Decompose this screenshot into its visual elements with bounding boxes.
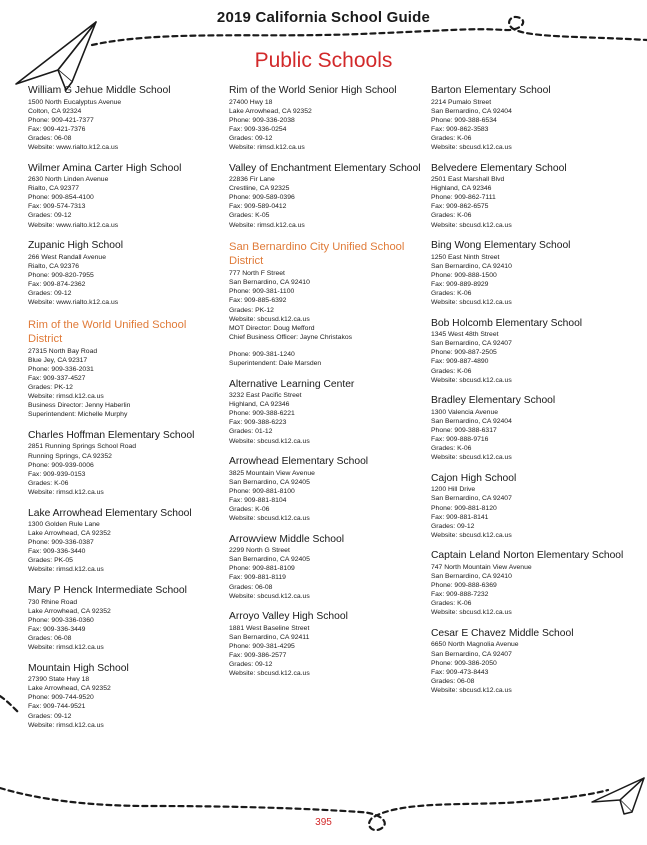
detail-line: Website: sbcusd.k12.ca.us: [431, 454, 512, 462]
detail-line: 2851 Running Springs School Road: [28, 443, 137, 451]
detail-line: San Bernardino, CA 92405: [229, 478, 310, 486]
detail-line: Fax: 909-473-8443: [431, 668, 489, 676]
detail-line: 1250 East Ninth Street: [431, 253, 500, 261]
detail-line: Grades: K-06: [431, 290, 472, 297]
detail-line: Website: sbcusd.k12.ca.us: [431, 221, 512, 229]
school-name: Alternative Learning Center: [229, 378, 355, 390]
school-name: Arrowview Middle School: [229, 533, 345, 545]
detail-line: Fax: 909-885-6392: [229, 297, 287, 305]
detail-line: 27390 State Hwy 18: [28, 676, 90, 684]
detail-line: Colton, CA 92324: [28, 107, 82, 115]
detail-line: San Bernardino, CA 92411: [229, 633, 310, 641]
detail-line: Grades: 09-12: [229, 661, 273, 669]
detail-line: Grades: K-06: [431, 367, 472, 375]
detail-line: Grades: 06-08: [28, 134, 72, 142]
detail-line: Phone: 909-744-9520: [28, 694, 94, 702]
detail-line: Grades: K-06: [431, 134, 472, 142]
school-name: Lake Arrowhead Elementary School: [28, 507, 192, 519]
detail-line: Phone: 909-336-2038: [229, 116, 295, 124]
detail-line: 1881 West Baseline Street: [229, 624, 310, 632]
detail-line: Crestline, CA 92325: [229, 185, 290, 193]
detail-line: 1300 Golden Rule Lane: [28, 521, 100, 528]
school-entry: [28, 663, 223, 730]
detail-line: Grades: K-06: [229, 506, 270, 513]
detail-line: Grades: 09-12: [431, 522, 475, 530]
listing-column-2: [229, 85, 424, 689]
school-entry: [431, 318, 626, 385]
district-entry: [229, 240, 424, 368]
detail-line: Fax: 909-744-9521: [28, 703, 86, 711]
detail-line: Website: www.rialto.k12.ca.us: [28, 299, 119, 307]
school-name: Arroyo Valley High School: [229, 611, 348, 623]
detail-line: Website: rimsd.k12.ca.us: [28, 566, 104, 574]
listing-column-1: [28, 85, 223, 740]
school-entry: [431, 395, 626, 462]
detail-line: Fax: 909-421-7376: [28, 125, 86, 133]
detail-line: Grades: 06-08: [229, 583, 273, 591]
detail-line: Rialto, CA 92376: [28, 262, 80, 270]
detail-line: Fax: 909-881-8141: [431, 513, 489, 521]
detail-line: Website: sbcusd.k12.ca.us: [229, 315, 310, 323]
detail-line: Phone: 909-381-4295: [229, 642, 295, 650]
detail-line: Phone: 909-336-0360: [28, 616, 94, 624]
detail-line: Grades: PK-05: [28, 557, 73, 565]
detail-line: Chief Business Officer: Jayne Christakos: [229, 333, 353, 341]
district-name: Rim of the World Unified School District: [28, 318, 187, 345]
detail-line: Blue Jey, CA 92317: [28, 356, 88, 364]
section-title: Public Schools: [254, 49, 393, 72]
detail-line: 1345 West 48th Street: [431, 331, 499, 339]
detail-line: 6650 North Magnolia Avenue: [431, 641, 519, 649]
detail-line: Fax: 909-939-0153: [28, 470, 86, 478]
detail-line: Superintendent: Michelle Murphy: [28, 411, 128, 419]
school-entry: [431, 550, 626, 617]
guide-title: 2019 California School Guide: [216, 9, 431, 26]
detail-line: Fax: 909-336-3449: [28, 625, 86, 633]
detail-line: Grades: K-06: [431, 600, 472, 608]
detail-line: Website: www.rialto.k12.ca.us: [28, 143, 119, 151]
detail-line: Fax: 909-388-6223: [229, 419, 287, 427]
detail-line: Grades: K-06: [431, 212, 472, 220]
detail-line: San Bernardino, CA 92404: [431, 107, 512, 115]
detail-line: Website: sbcusd.k12.ca.us: [431, 531, 512, 539]
detail-line: Phone: 909-887-2505: [431, 349, 497, 357]
detail-line: MOT Director: Doug Mefford: [229, 324, 315, 332]
district-name: San Bernardino City Unified School District: [229, 241, 405, 268]
school-entry: [28, 508, 223, 575]
detail-line: Phone: 909-881-8109: [229, 565, 295, 573]
detail-line: Website: rimsd.k12.ca.us: [28, 488, 104, 496]
detail-line: Grades: PK-12: [28, 384, 73, 392]
detail-line: Phone: 909-888-1500: [431, 271, 497, 279]
detail-line: Grades: 09-12: [229, 134, 273, 142]
detail-line: Phone: 909-421-7377: [28, 116, 94, 124]
detail-line: San Bernardino, CA 92404: [431, 417, 512, 425]
school-entry: [431, 628, 626, 695]
detail-line: Website: sbcusd.k12.ca.us: [431, 376, 512, 384]
detail-line: Website: sbcusd.k12.ca.us: [431, 143, 512, 151]
detail-line: 1500 North Eucalyptus Avenue: [28, 98, 122, 106]
detail-line: Fax: 909-862-3583: [431, 125, 489, 133]
detail-line: 27400 Hwy 18: [229, 98, 273, 106]
paper-airplane-icon: [592, 778, 644, 814]
school-entry: [431, 85, 626, 152]
listing-column-3: [431, 85, 626, 706]
detail-line: Fax: 909-888-9716: [431, 436, 489, 444]
detail-line: 266 West Randall Avenue: [28, 253, 106, 261]
detail-line: Website: sbcusd.k12.ca.us: [229, 670, 310, 678]
detail-line: Website: sbcusd.k12.ca.us: [229, 592, 310, 600]
detail-line: Fax: 909-336-3440: [28, 548, 86, 556]
detail-line: 22836 Fir Lane: [229, 176, 275, 184]
detail-line: 3825 Mountain View Avenue: [229, 469, 315, 477]
school-entry: [28, 163, 223, 230]
detail-line: Business Director: Jenny Haberlin: [28, 402, 131, 410]
detail-line: Lake Arrowhead, CA 92352: [28, 530, 111, 538]
detail-line: San Bernardino, CA 92405: [229, 556, 310, 564]
detail-line: Fax: 909-589-0412: [229, 203, 287, 211]
school-name: Mary P Henck Intermediate School: [28, 585, 187, 597]
detail-line: San Bernardino, CA 92410: [229, 279, 310, 287]
school-name: Charles Hoffman Elementary School: [28, 429, 195, 441]
detail-line: Website: sbcusd.k12.ca.us: [229, 437, 310, 445]
detail-line: San Bernardino, CA 92407: [431, 340, 512, 348]
school-name: Mountain High School: [28, 662, 129, 674]
detail-line: Website: rimsd.k12.ca.us: [28, 393, 104, 401]
school-name: Cesar E Chavez Middle School: [431, 627, 574, 639]
detail-line: Fax: 909-386-2577: [229, 652, 287, 660]
detail-line: Phone: 909-388-6534: [431, 116, 497, 124]
detail-line: Highland, CA 92346: [431, 185, 492, 193]
detail-line: Superintendent: Dale Marsden: [229, 359, 322, 367]
school-entry: [28, 85, 223, 152]
detail-line: Lake Arrowhead, CA 92352: [229, 107, 312, 115]
detail-line: Website: sbcusd.k12.ca.us: [229, 515, 310, 523]
detail-line: Phone: 909-388-6317: [431, 426, 497, 434]
detail-line: Lake Arrowhead, CA 92352: [28, 685, 111, 693]
detail-line: San Bernardino, CA 92410: [431, 572, 512, 580]
detail-line: Fax: 909-574-7313: [28, 203, 86, 211]
detail-line: Website: rimsd.k12.ca.us: [28, 721, 104, 729]
detail-line: 2630 North Linden Avenue: [28, 176, 109, 184]
school-entry: [431, 240, 626, 307]
school-name: Arrowhead Elementary School: [229, 456, 369, 468]
detail-line: Fax: 909-874-2362: [28, 280, 86, 288]
detail-line: 747 North Mountain View Avenue: [431, 563, 532, 571]
detail-line: Fax: 909-337-4527: [28, 374, 86, 382]
school-name: Belvedere Elementary School: [431, 162, 567, 174]
detail-line: Lake Arrowhead, CA 92352: [28, 607, 111, 615]
detail-line: Phone: 909-381-1240: [229, 350, 295, 358]
detail-line: Website: rimsd.k12.ca.us: [28, 644, 104, 652]
detail-line: 1300 Valencia Avenue: [431, 408, 499, 416]
detail-line: Phone: 909-862-7111: [431, 194, 496, 202]
detail-line: Phone: 909-881-8100: [229, 487, 295, 495]
detail-line: 2501 East Marshall Blvd: [431, 176, 505, 184]
detail-line: 27315 North Bay Road: [28, 347, 98, 355]
detail-line: Grades: 01-12: [229, 428, 273, 436]
school-entry: [229, 163, 424, 230]
detail-line: Rialto, CA 92377: [28, 185, 80, 193]
school-name: Zupanic High School: [28, 240, 124, 252]
detail-line: Phone: 909-888-6369: [431, 582, 497, 590]
detail-line: Phone: 909-589-0396: [229, 194, 295, 202]
school-name: Rim of the World Senior High School: [229, 85, 397, 96]
detail-line: Phone: 909-854-4100: [28, 194, 94, 202]
detail-line: Phone: 909-386-2050: [431, 659, 497, 667]
page-number: 395: [315, 817, 332, 828]
detail-line: Website: rimsd.k12.ca.us: [229, 143, 305, 151]
detail-line: San Bernardino, CA 92410: [431, 262, 512, 270]
detail-line: Website: sbcusd.k12.ca.us: [431, 686, 512, 694]
detail-line: Phone: 909-939-0006: [28, 461, 94, 469]
detail-line: Phone: 909-336-2031: [28, 365, 94, 373]
school-name: Valley of Enchantment Elementary School: [229, 162, 421, 174]
detail-line: Highland, CA 92346: [229, 401, 290, 409]
school-entry: [28, 430, 223, 497]
detail-line: 2299 North G Street: [229, 547, 290, 555]
detail-line: Grades: 09-12: [28, 212, 72, 220]
school-name: Bradley Elementary School: [431, 395, 556, 407]
detail-line: Grades: 09-12: [28, 290, 72, 297]
school-entry: [229, 534, 424, 601]
detail-line: Fax: 909-881-8104: [229, 496, 287, 504]
detail-line: 730 Rhine Road: [28, 598, 78, 606]
detail-line: Phone: 909-881-8120: [431, 504, 497, 512]
school-name: Captain Leland Norton Elementary School: [431, 550, 624, 562]
detail-line: Phone: 909-381-1100: [229, 288, 295, 296]
district-entry: [28, 318, 223, 420]
detail-line: Fax: 909-889-8929: [431, 280, 489, 288]
detail-line: Fax: 909-881-8119: [229, 574, 286, 582]
detail-line: Fax: 909-336-0254: [229, 125, 287, 133]
detail-line: Website: sbcusd.k12.ca.us: [431, 299, 512, 307]
school-entry: [28, 240, 223, 307]
detail-line: Running Springs, CA 92352: [28, 452, 112, 460]
detail-line: Website: www.rialto.k12.ca.us: [28, 221, 119, 229]
detail-line: 1200 Hill Drive: [431, 486, 476, 494]
school-entry: [431, 473, 626, 540]
detail-line: 3232 East Pacific Street: [229, 392, 302, 400]
school-name: Cajon High School: [431, 472, 517, 484]
school-name: Barton Elementary School: [431, 85, 551, 96]
detail-line: Fax: 909-862-6575: [431, 203, 489, 211]
detail-line: Grades: K-06: [431, 445, 472, 453]
detail-line: Grades: 09-12: [28, 712, 72, 720]
school-entry: [229, 611, 424, 678]
detail-line: Grades: PK-12: [229, 306, 274, 314]
school-name: Bob Holcomb Elementary School: [431, 317, 583, 329]
school-entry: [229, 379, 424, 446]
detail-line: 2214 Pumalo Street: [431, 98, 492, 106]
detail-line: Grades: K-05: [229, 212, 270, 220]
school-entry: [229, 85, 424, 152]
detail-line: Fax: 909-888-7232: [431, 591, 489, 599]
detail-line: Website: rimsd.k12.ca.us: [229, 221, 305, 229]
detail-line: San Bernardino, CA 92407: [431, 650, 512, 658]
school-name: William G Jehue Middle School: [28, 85, 171, 96]
detail-line: 777 North F Street: [229, 270, 285, 278]
detail-line: Website: sbcusd.k12.ca.us: [431, 609, 512, 617]
detail-line: Phone: 909-336-0387: [28, 539, 94, 547]
school-name: Wilmer Amina Carter High School: [28, 162, 182, 174]
detail-line: San Bernardino, CA 92407: [431, 495, 512, 503]
detail-line: Grades: 06-08: [28, 634, 72, 642]
detail-line: Grades: 06-08: [431, 677, 475, 685]
school-entry: [431, 163, 626, 230]
detail-line: Phone: 909-388-6221: [229, 410, 295, 418]
school-entry: [28, 585, 223, 652]
detail-line: Grades: K-06: [28, 479, 69, 487]
school-name: Bing Wong Elementary School: [431, 240, 571, 252]
school-entry: [229, 456, 424, 523]
detail-line: Fax: 909-887-4890: [431, 358, 489, 366]
detail-line: Phone: 909-820-7955: [28, 271, 94, 279]
